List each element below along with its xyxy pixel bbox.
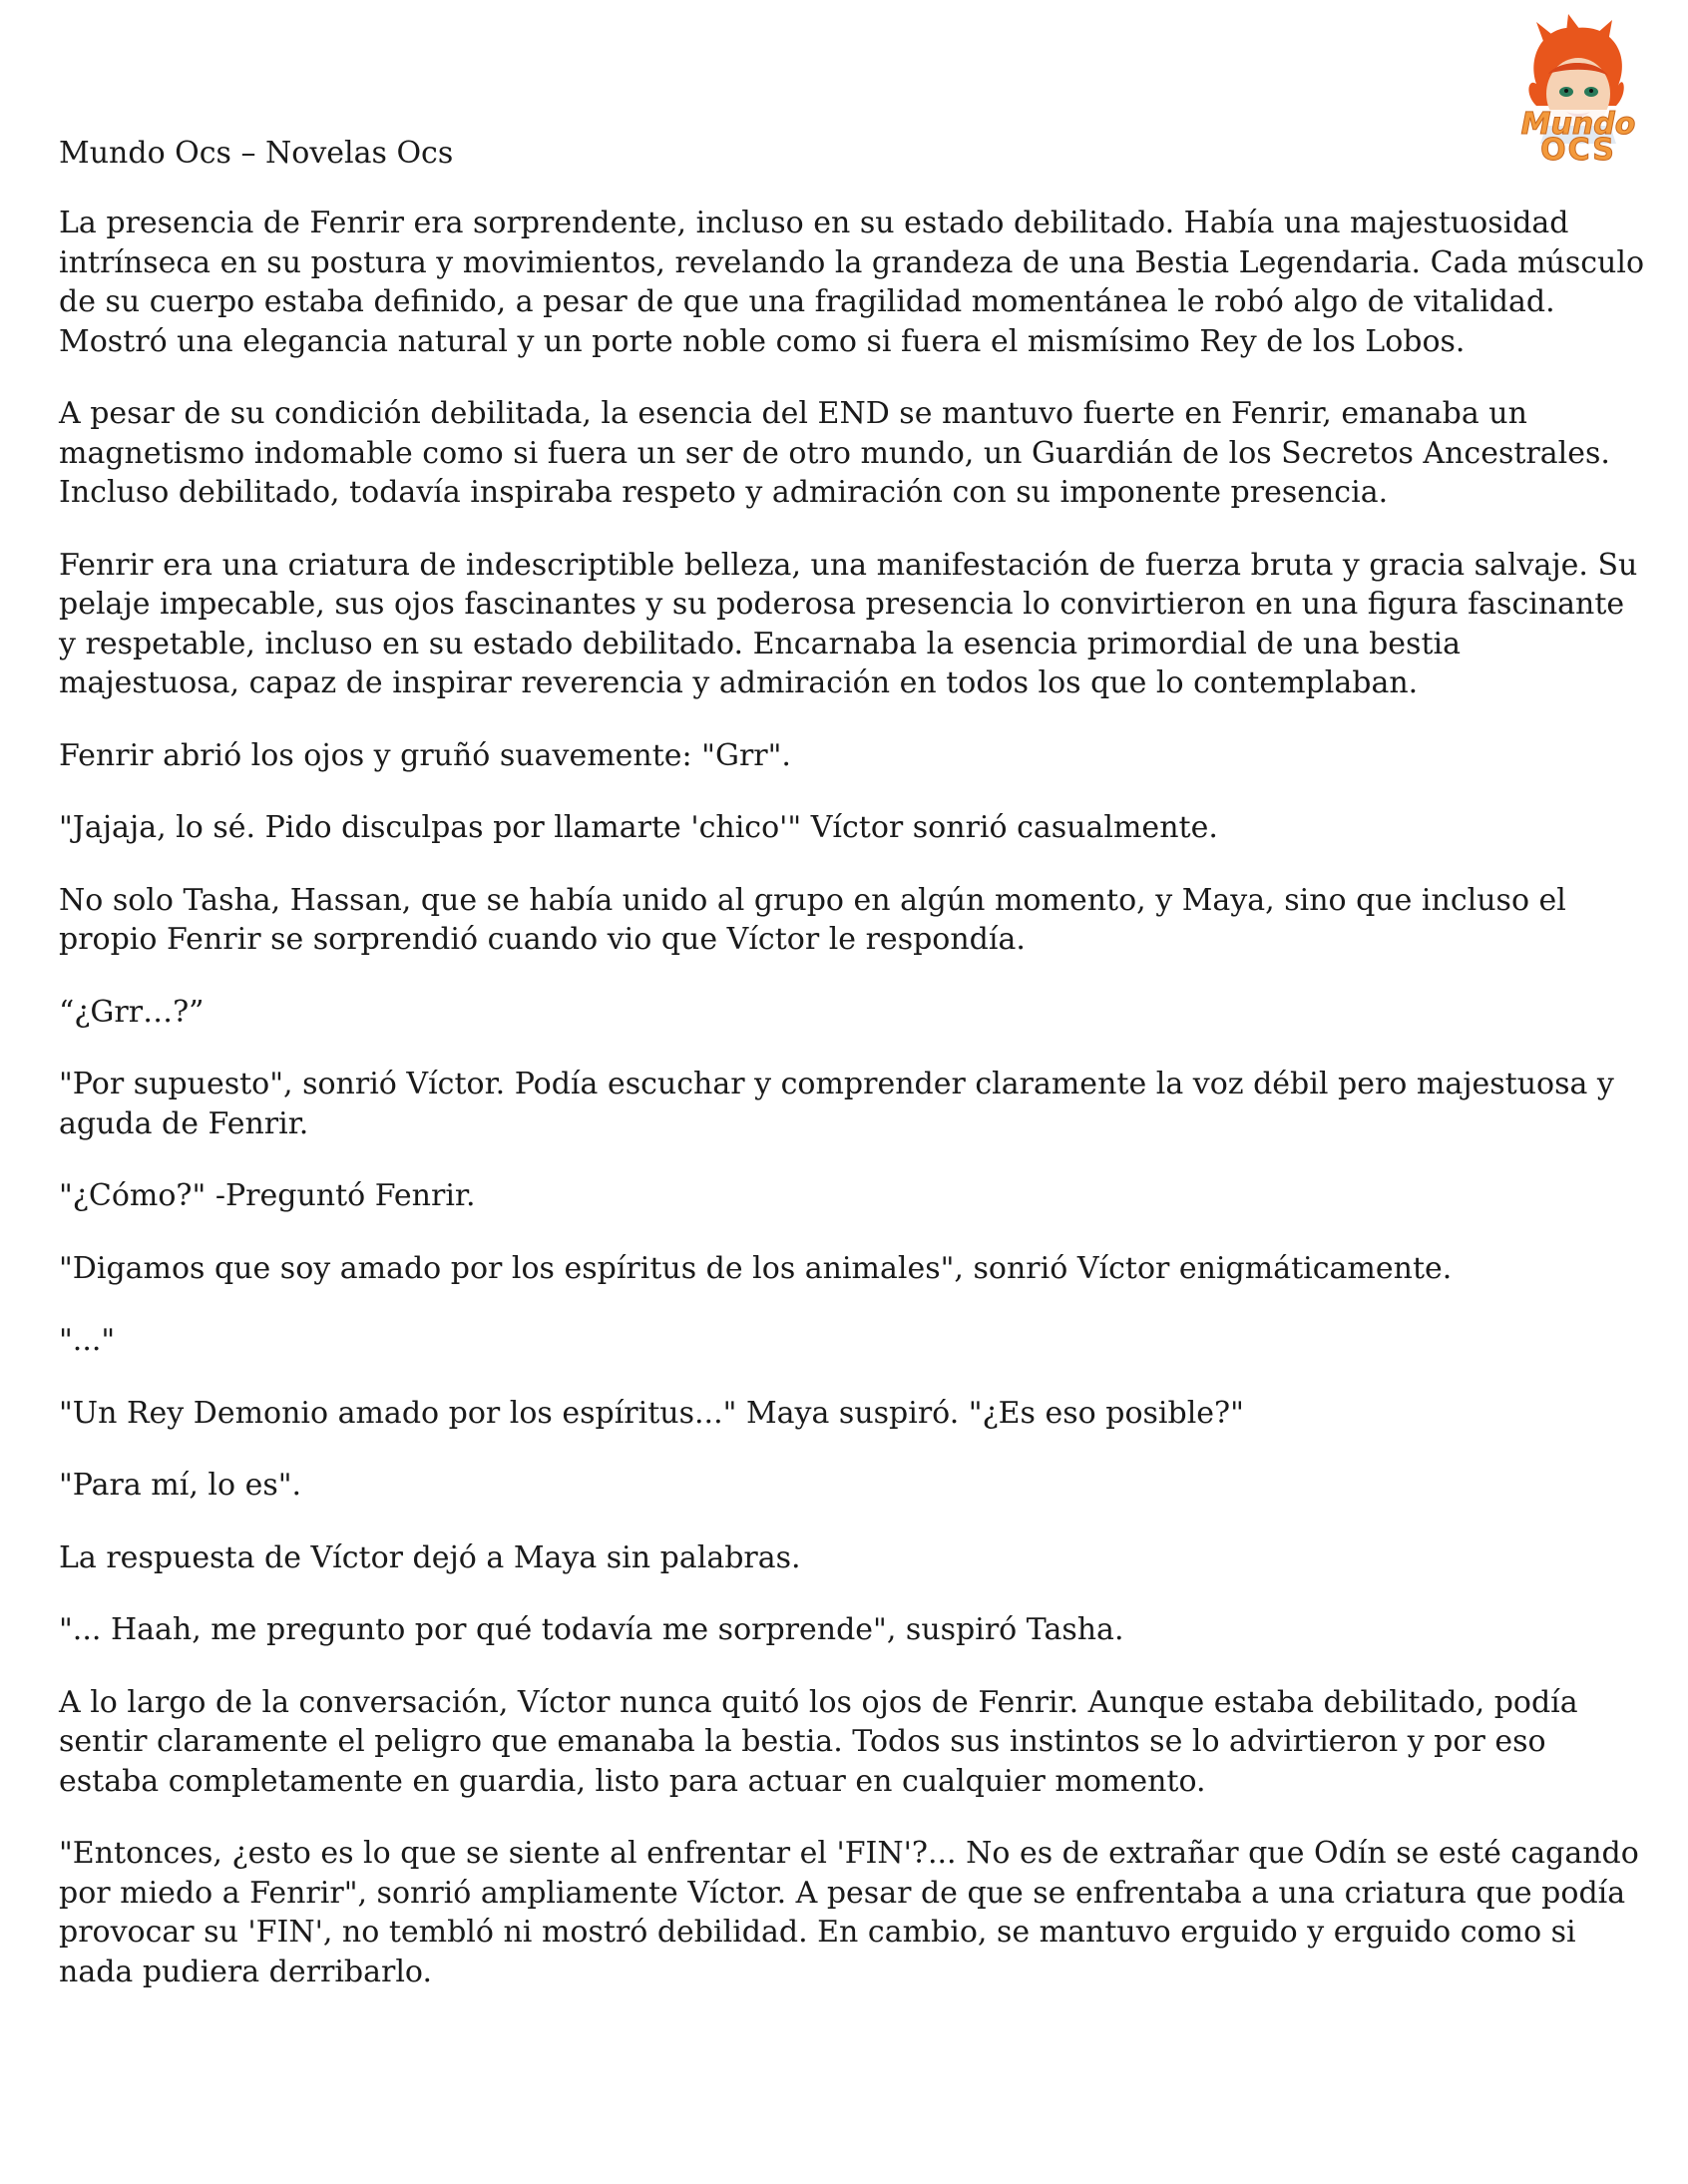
paragraph: "Un Rey Demonio amado por los espíritus..." Maya suspiró. "¿Es eso posible?" — [59, 1395, 1244, 1431]
paragraph: La respuesta de Víctor dejó a Maya sin palabras. — [59, 1539, 801, 1575]
paragraph: "... Haah, me pregunto por qué todavía me sorprende", suspiró Tasha. — [59, 1612, 1124, 1647]
paragraph: “¿Grr…?” — [59, 994, 205, 1030]
paragraph: Fenrir abrió los ojos y gruñó suavemente: "Grr". — [59, 737, 791, 773]
logo-text-top: Mundo — [1520, 107, 1636, 142]
paragraph: "Por supuesto", sonrió Víctor. Podía escuchar y comprender claramente la voz débil pero majestuosa y aguda de Fenrir. — [59, 1067, 1614, 1141]
document-header: Mundo Ocs – Novelas Ocs — [59, 136, 454, 171]
logo-text-bottom: OCS — [1540, 133, 1616, 168]
paragraph: "Para mí, lo es". — [59, 1468, 302, 1503]
paragraph: "¿Cómo?" -Preguntó Fenrir. — [59, 1178, 476, 1213]
paragraph: "Entonces, ¿esto es lo que se siente al enfrentar el 'FIN'?... No es de extrañar que Odín se esté cagando por miedo a Fenrir", sonrió ampliamente Víctor. A pesar de que se enfrentaba a una criatura que podía provocar su 'FIN', no tembló ni mostró debilidad. En cambio, se mantuvo erguido y erguido como si nada pudiera derribarlo. — [59, 1836, 1639, 1989]
paragraph: "Jajaja, lo sé. Pido disculpas por llamarte 'chico'" Víctor sonrió casualmente. — [59, 810, 1218, 845]
paragraph: "..." — [59, 1323, 116, 1358]
paragraph: A lo largo de la conversación, Víctor nunca quitó los ojos de Fenrir. Aunque estaba debilitado, podía sentir claramente el peligro que emanaba la bestia. Todos sus instintos se lo advirtieron y por eso estaba completamente en guardia, listo para actuar en cualquier momento. — [59, 1684, 1578, 1799]
story-body — [59, 204, 1645, 2024]
paragraph: "Digamos que soy amado por los espíritus de los animales", sonrió Víctor enigmáticamente. — [59, 1250, 1453, 1286]
mundo-ocs-logo — [1496, 14, 1656, 174]
paragraph: La presencia de Fenrir era sorprendente, incluso en su estado debilitado. Había una majestuosidad intrínseca en su postura y movimientos, revelando la grandeza de una Bestia Legendaria. Cada músculo de su cuerpo estaba definido, a pesar de que una fragilidad momentánea le robó algo de vitalidad. Mostró una elegancia natural y un porte noble como si fuera el mismísimo Rey de los Lobos. — [59, 206, 1645, 359]
paragraph: Fenrir era una criatura de indescriptible belleza, una manifestación de fuerza bruta y gracia salvaje. Su pelaje impecable, sus ojos fascinantes y su poderosa presencia lo convirtieron en una figura fascinante y respetable, incluso en su estado debilitado. Encarnaba la esencia primordial de una bestia majestuosa, capaz de inspirar reverencia y admiración en todos los que lo contemplaban. — [59, 547, 1638, 700]
paragraph: A pesar de su condición debilitada, la esencia del END se mantuvo fuerte en Fenrir, emanaba un magnetismo indomable como si fuera un ser de otro mundo, un Guardián de los Secretos Ancestrales. Incluso debilitado, todavía inspiraba respeto y admiración con su imponente presencia. — [59, 396, 1610, 510]
paragraph: No solo Tasha, Hassan, que se había unido al grupo en algún momento, y Maya, sino que incluso el propio Fenrir se sorprendió cuando vio que Víctor le respondía. — [59, 882, 1566, 957]
